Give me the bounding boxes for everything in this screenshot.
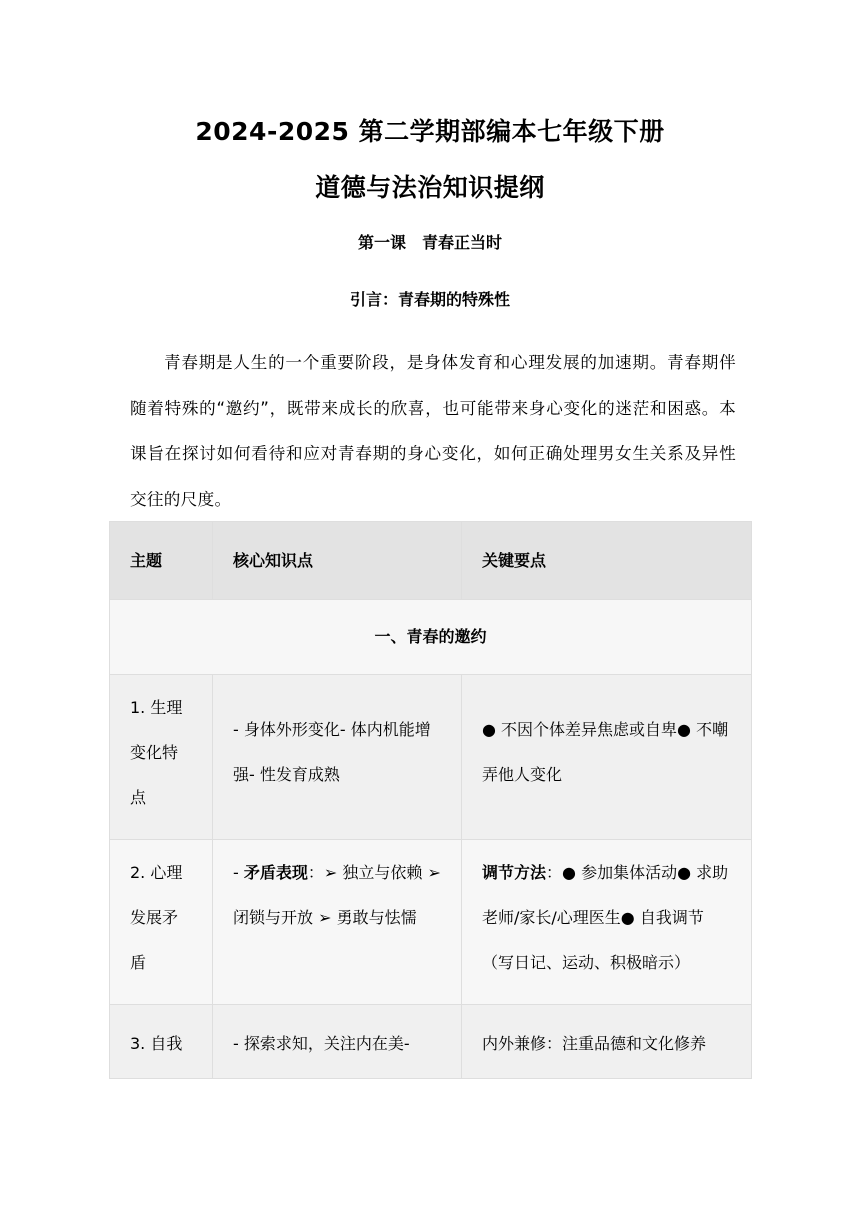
row-topic: 2. 心理发展矛盾 xyxy=(110,840,213,1005)
table-row xyxy=(110,675,752,840)
row-core-rest: ：➢ 独立与依赖 ➢ 闭锁与开放 ➢ 勇敢与怯懦 xyxy=(233,863,441,927)
header-key: 关键要点 xyxy=(462,522,752,600)
lesson-title: 第一课 青春正当时 xyxy=(357,233,502,252)
row-topic: 3. 自我 xyxy=(110,1005,213,1079)
table-header-row xyxy=(110,522,752,600)
section-row xyxy=(110,600,752,675)
row-key-label: 调节方法 xyxy=(482,863,547,882)
document-title-line1: 2024-2025 第二学期部编本七年级下册 xyxy=(195,117,665,146)
row-key-rest: ：● 参加集体活动● 求助老师/家长/心理医生● 自我调节（写日记、运动、积极暗示） xyxy=(482,863,729,972)
knowledge-outline-table xyxy=(109,521,752,1079)
row-key: ● 不因个体差异焦虑或自卑● 不嘲弄他人变化 xyxy=(462,675,752,840)
table-row xyxy=(110,840,752,1005)
intro-paragraph: 青春期是人生的一个重要阶段，是身体发育和心理发展的加速期。青春期伴随着特殊的“邀约”，既带来成长的欣喜，也可能带来身心变化的迷茫和困惑。本课旨在探讨如何看待和应对青春期的身心变化，如何正确处理男女生关系及异性交往的尺度。 xyxy=(130,353,736,509)
intro-heading: 引言：青春期的特殊性 xyxy=(349,290,510,309)
row-core xyxy=(213,840,462,1005)
header-core: 核心知识点 xyxy=(213,522,462,600)
row-key: 内外兼修：注重品德和文化修养 xyxy=(462,1005,752,1079)
row-core: - 探索求知，关注内在美- xyxy=(213,1005,462,1079)
row-core-label: 矛盾表现 xyxy=(243,863,308,882)
document-title-line2: 道德与法治知识提纲 xyxy=(315,173,545,202)
header-topic: 主题 xyxy=(110,522,213,600)
row-core: - 身体外形变化- 体内机能增强- 性发育成熟 xyxy=(213,675,462,840)
section-title: 一、青春的邀约 xyxy=(110,600,752,675)
table-row xyxy=(110,1005,752,1079)
row-key xyxy=(462,840,752,1005)
row-core-prefix: - xyxy=(233,863,244,882)
row-topic: 1. 生理变化特点 xyxy=(110,675,213,840)
